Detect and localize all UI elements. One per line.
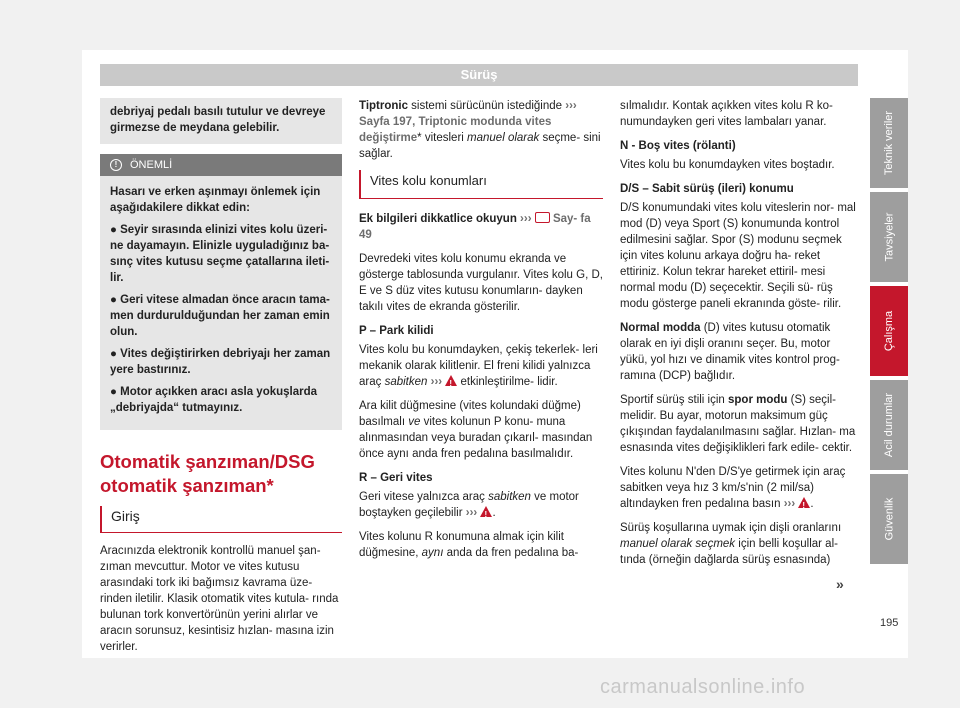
text-span: (S) seçil- melidir. Bu ayar, motorun maksimum güç çıkışından faydalanılmasını sağlar. Hızlan- ma esnasında vites değişiklikleri fark edile- cektir. xyxy=(620,394,856,454)
text-italic: sabitken xyxy=(488,491,531,503)
warning-triangle-icon xyxy=(480,506,492,517)
text-span: Sürüş koşullarına uymak için dişli oranlarını xyxy=(620,522,842,534)
tab-emergencies[interactable] xyxy=(870,380,908,470)
subsection-title: Giriş xyxy=(100,506,342,533)
text-span: * vitesleri xyxy=(417,132,468,144)
arrow-reference: ››› xyxy=(783,498,799,510)
reverse-heading: R – Geri vites xyxy=(359,472,433,484)
arrow-reference: ››› xyxy=(427,376,446,388)
text-span: Sportif sürüş stili için xyxy=(620,394,729,406)
book-icon xyxy=(535,212,550,223)
tab-operation[interactable] xyxy=(870,286,908,376)
text-span: sistemi sürücünün istediğinde xyxy=(407,100,566,112)
important-item: ● Seyir sırasında elinizi vites kolu üzeri- ne dayamayın. Elinizle uyguladığınız ba- sınç vites kutusu seçme çatallarına ileti- lir. xyxy=(110,224,330,284)
n-to-d-paragraph xyxy=(620,464,860,512)
tab-safety[interactable] xyxy=(870,474,908,564)
extra-info-label: Ek bilgileri dikkatlice okuyun xyxy=(359,213,517,225)
text-italic: manuel olarak seçmek xyxy=(620,538,736,550)
text-span: anda da fren pedalına ba- xyxy=(443,547,579,559)
text-span: (D) vites kutusu otomatik olarak en iyi dişli oranını seçer. Bu, motor yükü, yol hızı ve dinamik vites kontrol prog- ramına (DCP) bağlıdır. xyxy=(620,322,840,382)
tab-label: Tavsiyeler xyxy=(883,212,895,262)
warning-triangle-icon xyxy=(445,375,457,386)
page-reference-link[interactable]: ››› Sayfa 197, Triptonic modunda vites değiştirme xyxy=(359,100,577,144)
sport-mode-term: spor modu xyxy=(728,394,788,406)
text-span: Vites kolunu N'den D/S'ye getirmek için araç sabitken veya hız 3 km/s'nin (2 mil/sa) altındayken fren pedalına basın xyxy=(620,466,846,510)
text-span: . xyxy=(810,498,814,510)
warning-triangle-icon xyxy=(798,497,810,508)
warning-continuation: debriyaj pedalı basılı tutulur ve devreye girmezse de meydana gelebilir. xyxy=(100,98,342,144)
section-header: Sürüş xyxy=(100,64,858,86)
tab-label: Teknik veriler xyxy=(883,110,895,176)
normal-mode-term: Normal modda xyxy=(620,322,701,334)
info-icon: ! xyxy=(110,159,122,171)
intro-paragraph: Aracınızda elektronik kontrollü manuel şan- zıman mevcuttur. Motor ve vites kutusu arasındaki tork iki bağımsız kavrama üze- rinden iletilir. Klasik otomatik vites kutula- rında bulunan tork konvertörünün yerini alırlar ve aracın sorunsuz, kesintisiz hızlan- masına izin verirler. xyxy=(100,545,339,653)
text-italic: manuel olarak xyxy=(467,132,540,144)
normal-mode-paragraph xyxy=(620,320,860,384)
page-reference-link[interactable]: Say- fa 49 xyxy=(359,213,591,241)
neutral-paragraph: Vites kolu bu konumdayken vites boştadır. xyxy=(620,159,835,171)
sport-mode-paragraph xyxy=(620,392,860,456)
text-span: ve motor boştayken geçilebilir xyxy=(359,491,579,519)
important-header xyxy=(100,154,342,176)
tab-technical-data[interactable] xyxy=(870,98,908,188)
text-span: seçme- sini sağlar. xyxy=(359,132,601,160)
road-conditions-paragraph xyxy=(620,520,860,568)
text-span: . xyxy=(492,507,496,519)
text-span: Ara kilit düğmesine (vites kolundaki düğme) basılmalı xyxy=(359,400,581,428)
important-body xyxy=(100,176,342,430)
chapter-title: Otomatik şanzıman/DSG otomatik şanzıman* xyxy=(100,451,315,496)
tab-advice[interactable] xyxy=(870,192,908,282)
display-paragraph: Devredeki vites kolu konumu ekranda ve gösterge tablosunda vurgulanır. Vites kolu G, D, E ve S düz vites kutusu konumların- dayken takılı vites de ekranda gösterilir. xyxy=(359,253,603,313)
text-span: vites kolunun P konu- muna alınmasından veya buradan çıkarıl- masından önce aynı anda fren pedalına basılmalıdır. xyxy=(359,416,593,460)
text-span: için belli koşullar al- tında (örneğin dağlarda sürüş esnasında) xyxy=(620,538,838,566)
park-lock-paragraph xyxy=(359,398,603,462)
important-intro: Hasarı ve erken aşınmayı önlemek için aşağıdakilere dikkat edin: xyxy=(110,186,321,214)
park-heading: P – Park kilidi xyxy=(359,325,434,337)
text-italic: sabitken xyxy=(384,376,428,388)
text-span: Vites kolu bu konumdayken, çekiş tekerlek- leri mekanik olarak kilitlenir. El freni kilidi yalnızca araç xyxy=(359,344,598,388)
page-number: 195 xyxy=(880,617,899,629)
park-paragraph xyxy=(359,342,603,390)
important-label: ÖNEMLİ xyxy=(130,159,173,171)
reverse-lights-paragraph: sılmalıdır. Kontak açıkken vites kolu R ko- numundayken geri vites lambaları yanar. xyxy=(620,100,833,128)
tab-label: Güvenlik xyxy=(883,497,896,541)
important-item: ● Geri vitese almadan önce aracın tama- men durdurulduğundan her zaman emin olun. xyxy=(110,294,330,338)
text-span: Vites kolunu R konumuna almak için kilit düğmesine, xyxy=(359,531,564,559)
drive-heading: D/S – Sabit sürüş (ileri) konumu xyxy=(620,183,794,195)
text-span: Geri vitese yalnızca araç xyxy=(359,491,489,503)
side-tabs xyxy=(870,98,908,568)
text-italic: ve xyxy=(408,416,421,428)
important-item: ● Motor açıkken aracı asla yokuşlarda „debriyajda“ tutmayınız. xyxy=(110,386,318,414)
column-right xyxy=(620,98,860,576)
reverse-lock-paragraph xyxy=(359,529,603,561)
tiptronic-term: Tiptronic xyxy=(359,100,408,112)
arrow-reference: ››› xyxy=(465,507,481,519)
arrow-reference: ››› xyxy=(516,213,535,225)
important-box xyxy=(100,154,342,430)
watermark: carmanualsonline.info xyxy=(600,676,806,698)
section-heading: Vites kolu konumları xyxy=(359,170,603,199)
tab-label: Acil durumlar xyxy=(883,392,895,458)
neutral-heading: N - Boş vites (rölanti) xyxy=(620,140,736,152)
reverse-paragraph xyxy=(359,489,603,521)
text-span: etkinleştirilme- lidir. xyxy=(457,376,558,388)
extra-info-paragraph xyxy=(359,211,603,243)
continue-arrow: » xyxy=(836,576,844,592)
column-middle xyxy=(359,98,603,569)
important-item: ● Vites değiştirirken debriyajı her zaman yere bastırınız. xyxy=(110,348,331,376)
drive-paragraph: D/S konumundaki vites kolu viteslerin nor- mal mod (D) veya Sport (S) konumunda kontrol edilmesini sağlar. Spor (S) modunu seçmek için vites kolunu arkaya doğru ha- reket ettiriniz. Kolun tekrar hareket ettiril- mesi normal modu (D) seçecektir. Seçili sü- rüş modu gösterge paneli ekranında göste- rilir. xyxy=(620,202,856,310)
text-italic: aynı xyxy=(421,547,444,559)
tab-label: Çalışma xyxy=(883,310,895,352)
column-left xyxy=(100,98,342,663)
tiptronic-paragraph xyxy=(359,98,603,162)
